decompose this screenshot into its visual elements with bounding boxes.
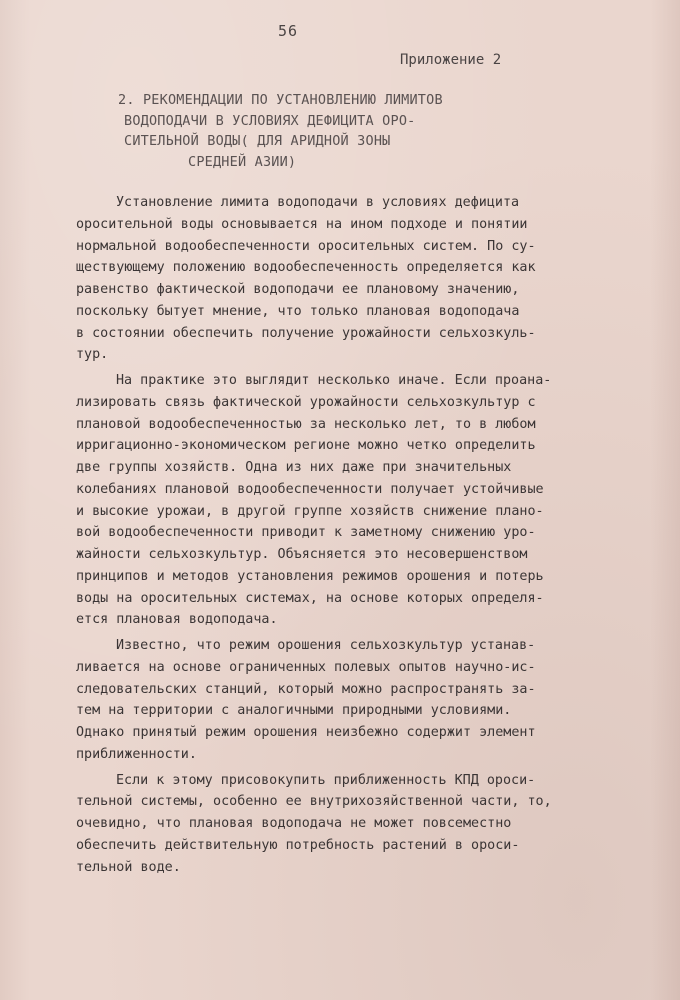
heading-line: СИТЕЛЬНОЙ ВОДЫ( ДЛЯ АРИДНОЙ ЗОНЫ — [124, 133, 391, 149]
text-line: следовательских станций, который можно распространять за- — [76, 681, 536, 697]
text-line: На практике это выглядит несколько иначе. Если проана- — [116, 373, 552, 388]
text-line: колебаниях плановой водообеспеченности получает устойчивые — [76, 481, 544, 497]
text-line: оросительной воды основывается на ином подходе и понятии — [76, 216, 528, 232]
text-line: Если к этому присовокупить приближенность КПД ороси- — [116, 772, 536, 788]
text-line: тельной системы, особенно ее внутрихозяйственной части, то, — [76, 794, 552, 810]
text-line: две группы хозяйств. Одна из них даже при значительных — [76, 460, 512, 475]
text-line: тур. — [76, 347, 109, 363]
paragraph — [76, 192, 636, 366]
text-line: очевидно, что плановая водоподача не может повсеместно — [76, 816, 512, 831]
text-line: принципов и методов установления режимов орошения и потерь — [76, 568, 544, 584]
text-line: жайности сельхозкультур. Объясняется это несовершенством — [76, 547, 528, 562]
text-line: и высокие урожаи, в другой группе хозяйств снижение плано- — [76, 503, 544, 519]
text-line: поскольку бытует мнение, что только плановая водоподача — [76, 303, 520, 319]
text-line: плановой водообеспеченностью за несколько лет, то в любом — [76, 416, 536, 432]
heading-line: СРЕДНЕЙ АЗИИ) — [188, 153, 297, 170]
text-line: Известно, что режим орошения сельхозкультур устанав- — [116, 638, 536, 653]
text-line: равенство фактической водоподачи ее плановому значению, — [76, 282, 520, 297]
text-line: ирригационно-экономическом регионе можно четко определить — [76, 438, 536, 454]
text-line: Установление лимита водоподачи в условиях дефицита — [116, 195, 520, 210]
paragraph — [76, 635, 636, 766]
text-line: приближенности. — [76, 746, 197, 762]
page-number: 56 — [278, 22, 299, 40]
text-line: воды на оросительных системах, на основе которых определя- — [76, 590, 544, 606]
body-text — [76, 192, 636, 882]
text-line: лизировать связь фактической урожайности сельхозкультур с — [76, 394, 536, 410]
paragraph — [76, 770, 636, 879]
paragraph — [76, 370, 636, 631]
text-line: ществующему положению водообеспеченность определяется как — [76, 260, 536, 276]
text-line: в состоянии обеспечить получение урожайности сельхозкуль- — [76, 325, 536, 341]
text-line: Однако принятый режим орошения неизбежно содержит элемент — [76, 725, 536, 740]
text-line: тельной воде. — [76, 859, 181, 875]
text-line: обеспечить действительную потребность растений в ороси- — [76, 837, 520, 853]
heading-line: 2. РЕКОМЕНДАЦИИ ПО УСТАНОВЛЕНИЮ ЛИМИТОВ — [118, 92, 443, 108]
text-line: тем на территории с аналогичными природными условиями. — [76, 703, 512, 719]
appendix-label: Приложение 2 — [400, 52, 502, 68]
text-line: ется плановая водоподача. — [76, 612, 278, 628]
section-heading — [118, 90, 478, 172]
text-line: нормальной водообеспеченности оросительных систем. По су- — [76, 238, 536, 254]
text-line: вой водообеспеченности приводит к заметному снижению уро- — [76, 525, 536, 541]
text-line: ливается на основе ограниченных полевых опытов научно-ис- — [76, 659, 536, 675]
heading-line: ВОДОПОДАЧИ В УСЛОВИЯХ ДЕФИЦИТА ОРО- — [124, 112, 416, 129]
